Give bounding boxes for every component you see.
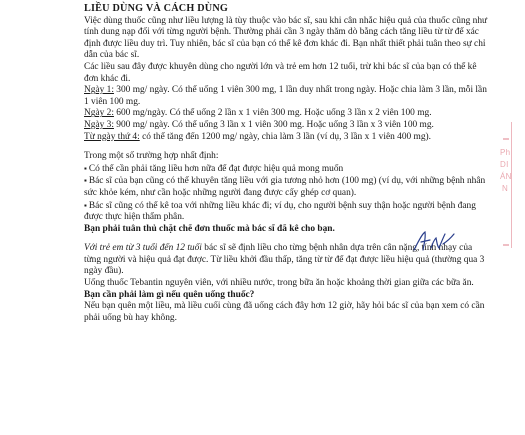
- dose-day-2: [84, 108, 488, 120]
- dose-day-label: Ngày 3:: [84, 119, 114, 130]
- dose-day-label: Ngày 1:: [84, 85, 114, 96]
- dose-day-1: [84, 85, 488, 108]
- dose-day-label: Từ ngày thứ 4:: [84, 131, 140, 142]
- dose-day-text: 300 mg/ ngày. Có thể uống 1 viên 300 mg, 1 lần duy nhất trong ngày. Hoặc chia làm 3 lần, mỗi lần 1 viên 100 mg.: [84, 85, 487, 107]
- intro-paragraph: Việc dùng thuốc cũng như liều lượng là tùy thuộc vào bác sĩ, sau khi cân nhắc hiệu quả của thuốc cũng như tính dung nạp đối với từng người bệnh. Thường phải cần 3 ngày thăm dò bằng cách tăng liều từ từ để xác định được liều duy trì. Tuy nhiên, bác sĩ của bạn có thể kê đơn khác đi. Bạn nhất thiết phải tuân theo sự chỉ dẫn của bác sĩ.: [84, 15, 488, 61]
- strict-note: Bạn phải tuân thủ chặt chẽ đơn thuốc mà bác sĩ đã kê cho bạn.: [84, 223, 335, 234]
- bullet-item: ▪ Có thể cần phải tăng liều hơn nữa để đạt được hiệu quả mong muốn: [84, 163, 488, 176]
- dose-day-4: [84, 132, 488, 144]
- missed-dose-heading: Bạn cần phải làm gì nếu quên uống thuốc?: [84, 289, 255, 300]
- children-label: Với trẻ em từ 3 tuổi đến 12 tuổi: [84, 243, 202, 254]
- dose-day-text: 900 mg/ ngày. Có thể uống 3 lần x 1 viên 300 mg. Hoặc uống 3 lần x 3 viên 100 mg.: [113, 119, 434, 130]
- stamp-text: Ph: [500, 148, 511, 157]
- usage-note: Uống thuốc Tebantin nguyên viên, với nhiều nước, trong bữa ăn hoặc khoảng thời gian giữa các bữa ăn.: [84, 278, 474, 289]
- cases-intro: Trong một số trường hợp nhất định:: [84, 151, 219, 162]
- intro-paragraph-2: Các liều sau đây được khuyên dùng cho người lớn và trẻ em hơn 12 tuổi, trừ khi bác sĩ của bạn có thể kê đơn khác đi.: [84, 61, 477, 84]
- stamp-mark: [500, 148, 525, 234]
- document-body: [84, 3, 488, 324]
- dose-day-text: có thể tăng đến 1200 mg/ ngày, chia làm 3 lần (ví dụ, 3 lần x 1 viên 400 mg).: [139, 131, 431, 142]
- bullet-item: ▪ Bác sĩ của bạn cũng có thể khuyên tăng liều với gia tương nhỏ hơn (100 mg) (ví dụ, với những bệnh nhân sức khỏe kém, như cần hoặc những người đang được cấy ghép cơ quan).: [84, 175, 488, 199]
- section-heading: LIỀU DÙNG VÀ CÁCH DÙNG: [84, 3, 229, 14]
- stamp-text: ÁN: [500, 172, 512, 181]
- signature-mark: [412, 228, 456, 254]
- children-text: bác sĩ sẽ định liều cho từng bệnh nhân dựa trên cân nặng, tính nhạy của từng người và hiệu quả đạt được. Từ liều khởi đầu thấp, tăng từ từ để đạt được liều hiệu quả (thường qua 3 ngày đầu).: [84, 243, 485, 277]
- bullet-item: ▪ Bác sĩ cũng có thể kê toa với những liều khác đi; ví dụ, cho người bệnh suy thận hoặc người bệnh đang được thực hiện thẩm phân.: [84, 200, 488, 224]
- stamp-text: N: [502, 184, 509, 193]
- dose-day-label: Ngày 2:: [84, 108, 114, 119]
- missed-dose-text: Nếu bạn quên một liều, mà liều cuối cùng đã uống cách đây hơn 12 giờ, hãy hỏi bác sĩ của bạn xem có cần phải uống bù hay không.: [84, 301, 485, 323]
- dose-day-3: [84, 120, 488, 132]
- dose-day-text: 600 mg/ngày. Có thể uống 2 lần x 1 viên 300 mg. Hoặc uống 3 lần x 2 viên 100 mg.: [113, 108, 432, 119]
- stamp-text: DI: [500, 160, 509, 169]
